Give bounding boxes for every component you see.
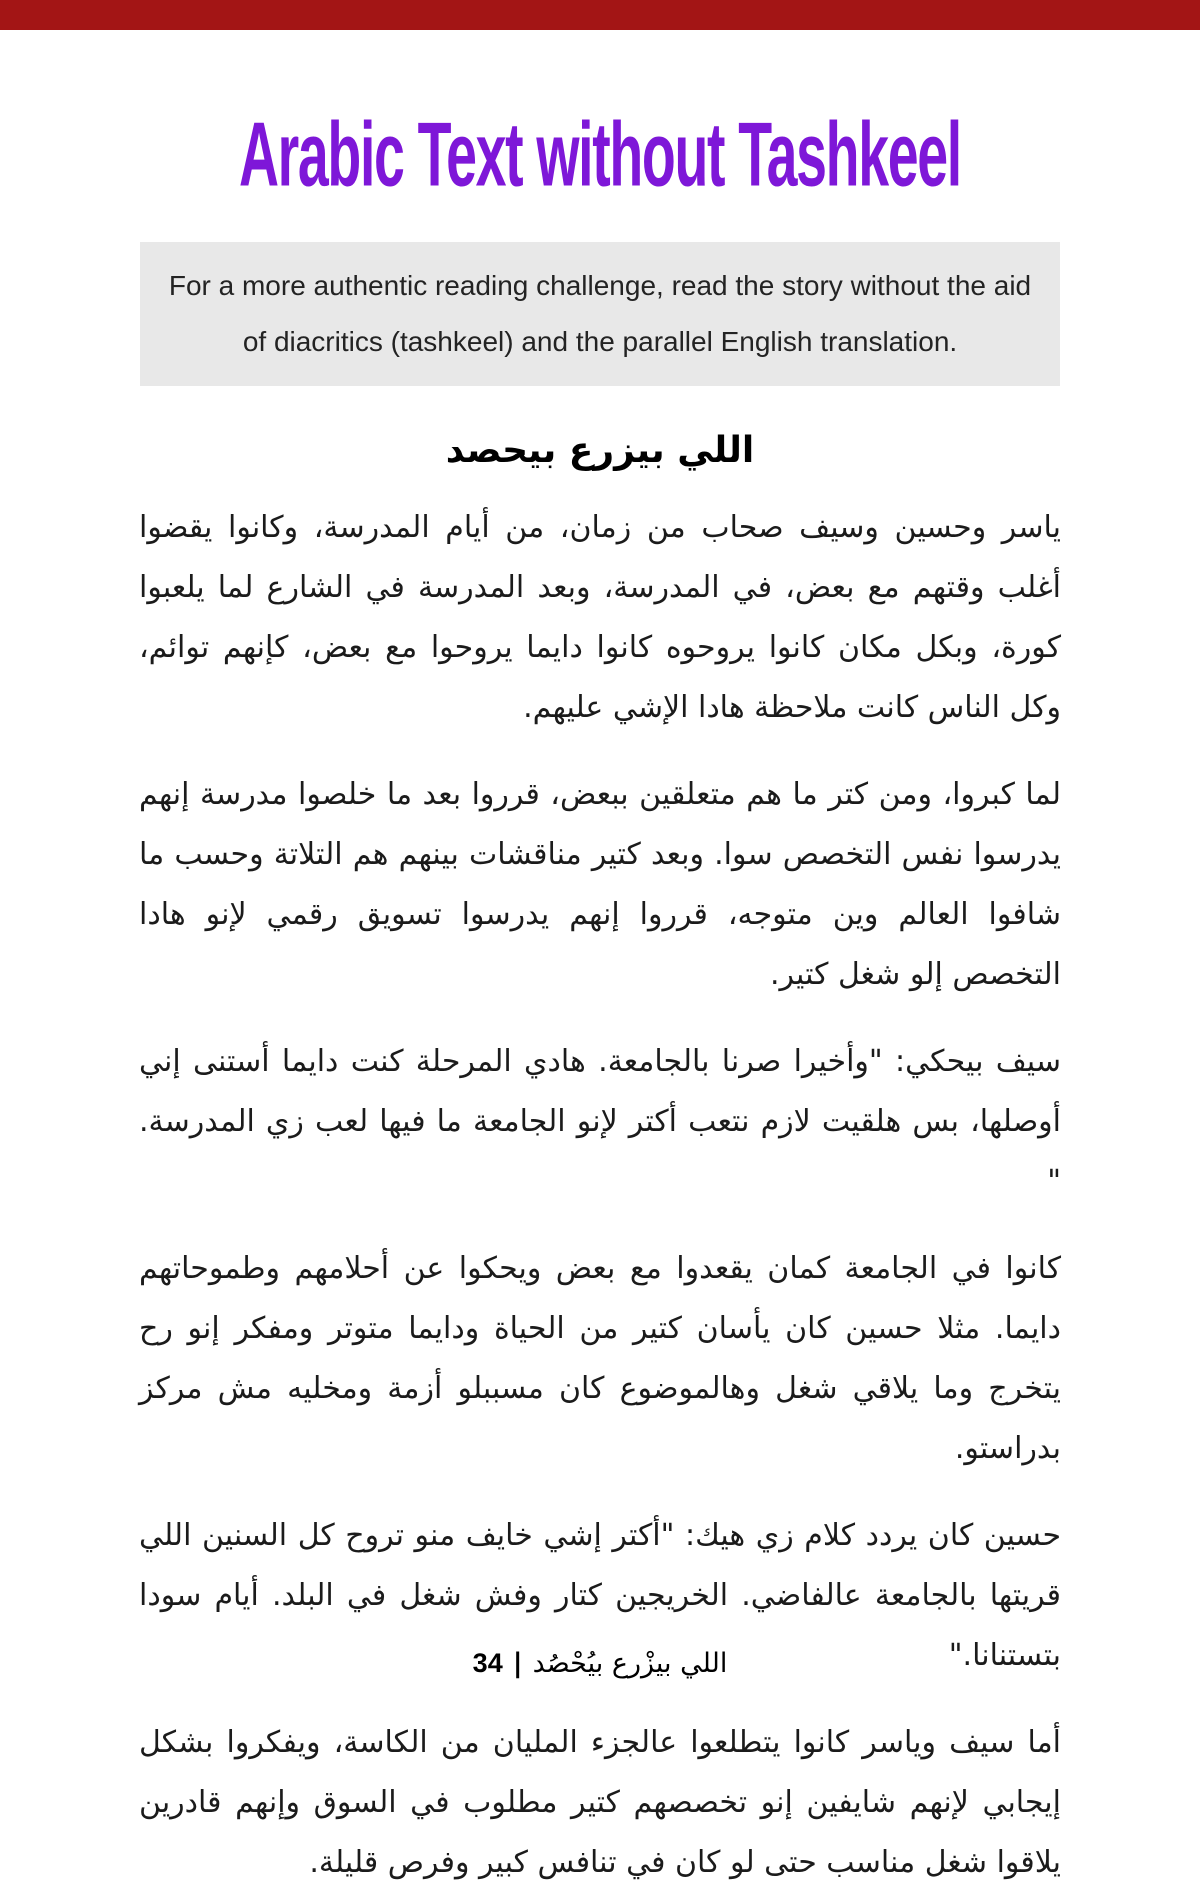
story-paragraph: ياسر وحسين وسيف صحاب من زمان، من أيام المدرسة، وكانوا يقضوا أغلب وقتهم مع بعض، في المدرسة، وبعد المدرسة في الشارع لما يلعبوا كورة، وبكل مكان كانوا يروحوه كانوا دايما يروحوا مع بعض، كإنهم توائم، وكل الناس كانت ملاحظة هادا الإشي عليهم.	[139, 510, 1061, 725]
story-paragraph: لما كبروا، ومن كتر ما هم متعلقين ببعض، قرروا بعد ما خلصوا مدرسة إنهم يدرسوا نفس التخصص سوا. وبعد كتير مناقشات بينهم هم التلاتة وحسب ما شافوا العالم وين متوجه، قرروا إنهم يدرسوا تسويق رقمي لإنو هادا التخصص إلو شغل كتير.	[139, 777, 1061, 992]
footer-running-title: اللي بيزْرع بيُحْصُد	[532, 1648, 728, 1679]
footer-page-number: 34	[472, 1648, 503, 1678]
story-paragraph: حسين كان يردد كلام زي هيك: "أكتر إشي خايف منو تروح كل السنين اللي قريتها بالجامعة عالفاضي. الخريجين كتار وفش شغل في البلد. أيام سودا بتستنانا."	[139, 1518, 1061, 1673]
footer-separator: |	[512, 1648, 523, 1679]
top-accent-bar	[0, 0, 1200, 30]
page-footer	[0, 1648, 1200, 1679]
story-paragraph: كانوا في الجامعة كمان يقعدوا مع بعض ويحكوا عن أحلامهم وطموحاتهم دايما. مثلا حسين كان يأسان كتير من الحياة ودايما متوتر ومفكر إنو رح يتخرج وما يلاقي شغل وهالموضوع كان مسببلو أزمة ومخليه مش مركز بدراستو.	[139, 1251, 1061, 1466]
story-paragraph: أما سيف وياسر كانوا يتطلعوا عالجزء المليان من الكاسة، ويفكروا بشكل إيجابي لإنهم شايفين إنو تخصصهم كتير مطلوب في السوق وإنهم قادرين يلاقوا شغل مناسب حتى لو كان في تنافس كبير وفرص قليلة.	[139, 1725, 1061, 1880]
page-title: Arabic Text without Tashkeel	[239, 103, 961, 205]
story-paragraph: سيف بيحكي: "وأخيرا صرنا بالجامعة. هادي المرحلة كنت دايما أستنى إني أوصلها، بس هلقيت لازم نتعب أكتر لإنو الجامعة ما فيها لعب زي المدرسة. "	[139, 1044, 1061, 1199]
instruction-callout: For a more authentic reading challenge, read the story without the aid of diacritics (tashkeel) and the parallel English translation.	[140, 242, 1060, 386]
header	[0, 103, 1200, 205]
story-title-arabic: اللي بيزرع بيحصد	[445, 430, 755, 471]
